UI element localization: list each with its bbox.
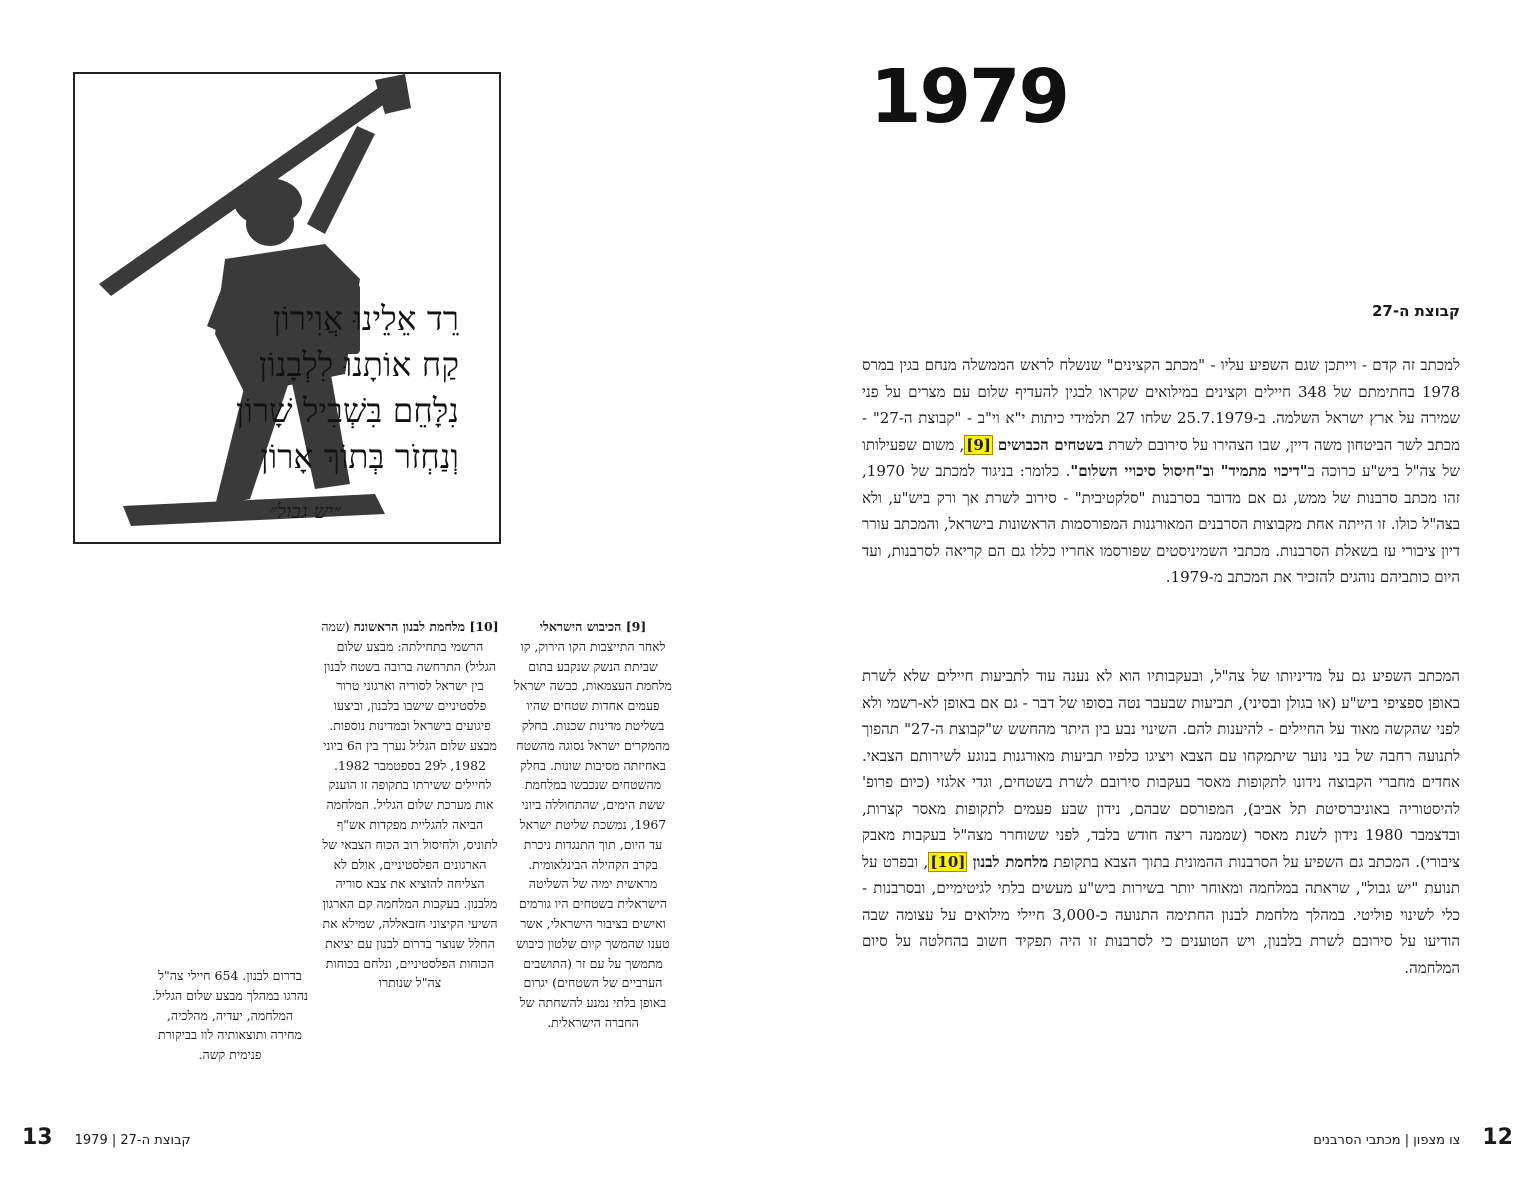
- body-paragraph-2: [862, 663, 1460, 981]
- bold-text: "דיכוי מתמיד" וב"חיסול סיכויי השלום": [1070, 462, 1308, 480]
- footer-right: [1313, 1124, 1513, 1155]
- poem-line: וְנַחְזֹר בְּתוֹךְ אָרוֹן: [260, 437, 459, 476]
- text-run: למכתב זה קדם - וייתכן שגם השפיע עליו - "מכתב הקצינים" שנשלח לראש הממשלה מנחם בגין במרס 1978 בחתימתם של 348 חיילים וקצינים במילואים שקראו לבגין להעדיף שלום עם מצרים על פני שמירה על ארץ ישראל השלמה. ב-25.7.1979 שלחו 27 תלמידי כיתות י"א וי"ב - "קבוצת ה-27" - מכתב לשר הביטחון משה דיין, שבו הצהירו על סירובם לשרת: [862, 356, 1460, 454]
- footnote-ref-9[interactable]: [9]: [966, 435, 991, 454]
- page-number-left: 13: [22, 1125, 53, 1150]
- text-run: , משום שפעילותו של צה"ל ביש"ע כרוכה ב: [862, 435, 1460, 480]
- footnote-text: (שמה הרשמי בתחילתה: מבצע שלום הגליל) התרחשה ברובה בשטח לבנון בין ישראל לסוריה וארגוני טרור פלסטיניים שישבו בלבנון, וביצעו פיגועים בישראל ובמדינות נוספות. מבצע שלום הגליל נערך בין ה6 ביוני 1982, ל29 בספטמבר 1982. לחיילים ששירתו בתקופה זו הוענק אות מערכת שלום הגליל. המלחמה הביאה להגליית מפקדות אש"ף לתוניס, ולחיסול רוב הכוח הצבאי של הארגונים הפלסטיניים, אולם לא הצליחה להוציא את צבא סוריה מלבנון. בעקבות המלחמה קם הארגון השיעי הקיצוני חזבאללה, שמילא את החלל שנוצר בדרום לבנון עם יציאת הכוחות הפלסטיניים, ונלחם בכוחות צה"ל שנותרו: [321, 619, 498, 991]
- footer-left: [22, 1124, 191, 1155]
- poem-line: רֵד אֵלֵינוּ אֲוִירוֹן: [272, 299, 459, 338]
- body-paragraph-1: [862, 352, 1460, 591]
- text-run: . כלומר: בניגוד למכתב של 1970, זהו מכתב סרבנות של ממש, גם אם מדובר בסרבנות "סלקטיבית" - סירוב לשרת אך ורק ביש"ע, ולא בצה"ל כולו. זו הייתה אחת מקבוצות הסרבנים המאורגנות המפורסמות הראשונות בישראל, והמכתב עורר דיון ציבורי עז בשאלת הסרבנות. מכתבי השמיניסטים שפורסמו אחריו כללו גם הם קריאה לסרבנות, ועד היום כותביהם נוהגים להזכיר את המכתב מ-1979.: [862, 462, 1460, 586]
- page-number-right: 12: [1482, 1125, 1513, 1150]
- footnote-heading: [10] מלחמת לבנון הראשונה: [353, 619, 499, 634]
- bold-text: בשטחים הכבושים: [997, 435, 1104, 454]
- footnote-text: בדרום לבנון. 654 חיילי צה"ל נהרגו במהלך מבצע שלום הגליל. המלחמה, יעדיה, מהלכיה, מחירה ותוצאותיה לוו בביקורת פנימית קשה.: [151, 968, 309, 1063]
- bold-text: מלחמת לבנון: [972, 852, 1049, 871]
- poem-line: נִלָּחֵם בִּשְׁבִיל שָׁרוֹן: [236, 391, 459, 430]
- footnote-ref-10[interactable]: [10]: [930, 852, 966, 871]
- poster-signature: ״יש גבול״: [269, 499, 341, 523]
- footnote-10-continued: [150, 966, 310, 1065]
- footnote-heading: [9] הכיבוש הישראלי: [539, 619, 647, 634]
- poster-poem: [209, 296, 459, 480]
- running-footer-right: צו מצפון | מכתבי הסרבנים: [1313, 1133, 1461, 1148]
- running-footer-left: 1979 | קבוצת ה-27: [74, 1133, 191, 1148]
- text-run: המכתב השפיע גם על מדיניותו של צה"ל, ובעקבותיו הוא לא נענה עוד לתביעות חיילים שלא לשרת באופן ספציפי ביש"ע (או בגולן ובסיני), תביעות שבעבר נטה בסופו של דבר - גם אם באופן לא-רשמי ולא לפני שהקשה מאוד על החיילים - להיענות להם. השינוי נבע בין היתר מהחשש ש"קבוצת ה-27" תהפוך לתנועה רחבה של בני נוער שיתמקחו עם הצבא ויציגו כלפיו תביעות מאורגנות בנוגע לשירותם הצבאי. אחדים מחברי הקבוצה נידונו לתקופות מאסר בעקבות סירובם לשרת בשטחים, וגדי אלגזי (כיום פרופ' להיסטוריה באוניברסיטת תל אביב), המפורסם שבהם, נידון שבע פעמים לתקופות מאסר קצרות, ובדצמבר 1980 נידון לשנת מאסר (שממנה ריצה חודש בלבד, לפני ששוחרר מצה"ל בעקבות מאבק ציבורי). המכתב גם השפיע על הסרבנות ההמונית בתוך הצבא בתקופת: [862, 667, 1460, 871]
- footnote-9: [513, 617, 673, 1033]
- footnote-10: [320, 617, 500, 993]
- poster-figure: [73, 72, 501, 544]
- page-year-title: 1979: [870, 54, 1068, 140]
- footnote-text: לאחר התייצבות הקו הירוק, קו שביתת הנשק שנקבע בתום מלחמת העצמאות, כבשה ישראל פעמים אחדות שטחים שהיו בשליטת מדינות שכנות. בחלק מהמקרים ישראל נסוגה מהשטח באחיזתה מסיבות שונות. בחלק מהשטחים שנכבשו במלחמת ששת הימים, שהתחוללה ביוני 1967, נמשכת שליטת ישראל עד היום, תוך התנגדות ניכרת בקרב הקהילה הבינלאומית. מראשית ימיה של השליטה הישראלית בשטחים היו גורמים ואישים בציבור הישראלי, אשר טענו שהמשך קיום שלטון כיבוש מתמשך על עם זר (התושבים הערביים של השטחים) יגרום באופן בלתי נמנע להשחתה של החברה הישראלית.: [514, 638, 672, 1030]
- text-run: , ובפרט על תנועת "יש גבול", שראתה במלחמה ומאוחר יותר בשירות ביש"ע מעשים בלתי לגיטימיים, ובסרבנות - כלי לשינוי פוליטי. במהלך מלחמת לבנון החתימה התנועה כ-3,000 חיילי מילואים על עצומה שבה הודיעו על סירובם לשרת בלבנון, ויש הטוענים כי לסרבנות זו היה תפקיד חשוב בהחלטה על סיום המלחמה.: [862, 852, 1460, 977]
- section-title: קבוצת ה-27: [1371, 302, 1460, 320]
- poem-line: קַח אוֹתָנוּ לִלְבָנוֹן: [258, 345, 459, 384]
